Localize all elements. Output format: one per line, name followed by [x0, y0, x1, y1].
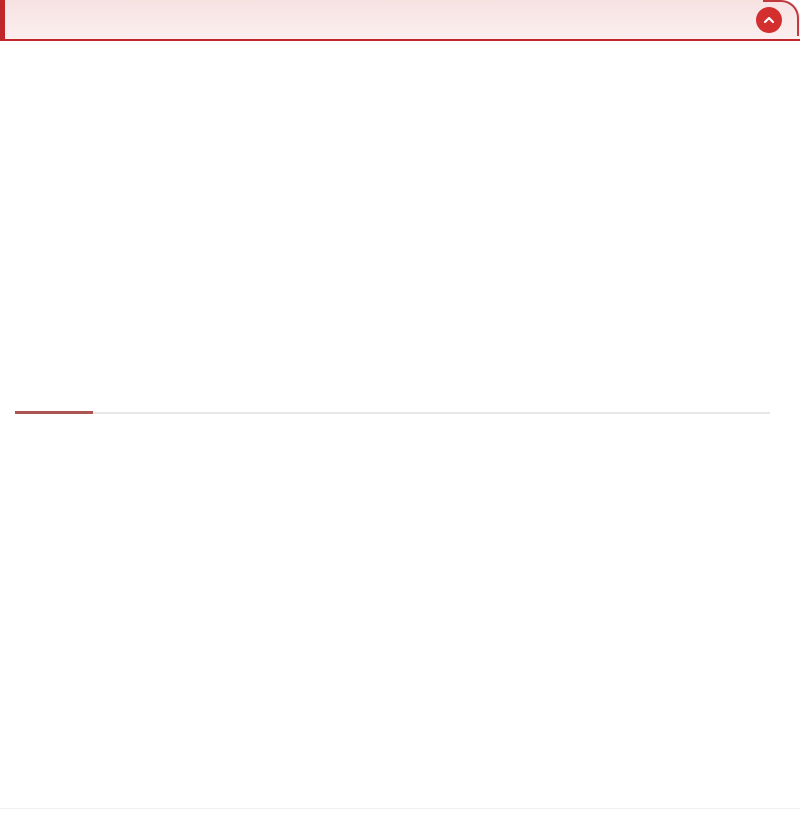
collapse-section-button[interactable] — [756, 7, 782, 33]
sec-mals-chart — [415, 80, 760, 320]
elisa-chart — [30, 478, 415, 713]
section-divider — [15, 411, 770, 414]
sds-page-gel-figure — [118, 86, 288, 323]
section-header-bar — [0, 0, 800, 41]
spr-chart — [440, 515, 780, 700]
chevron-up-icon — [761, 12, 777, 28]
bottom-divider — [0, 808, 800, 809]
